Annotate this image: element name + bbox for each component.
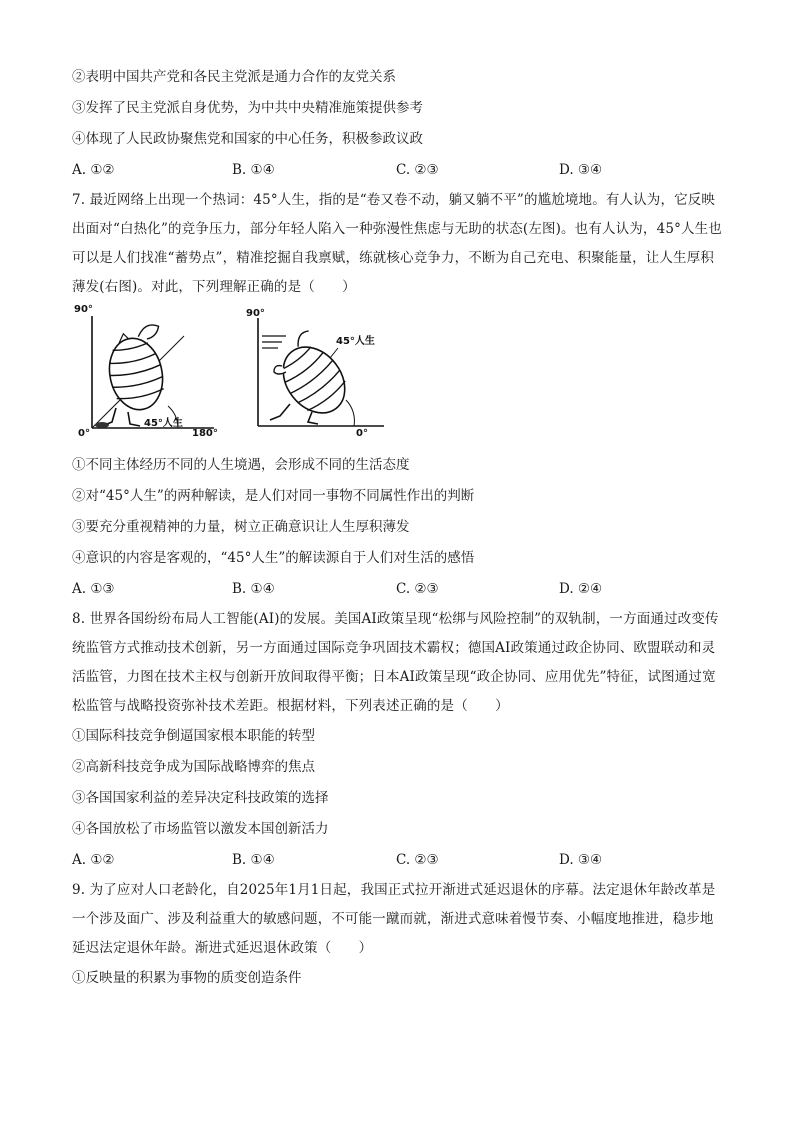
right-axis-origin-label: 0° [356, 428, 368, 439]
q6-option-d[interactable]: D. ③④ [559, 162, 603, 178]
q8-statement-4: ④各国放松了市场监管以激发本国创新活力 [72, 821, 329, 837]
q7-figures [72, 304, 722, 446]
q6-option-b[interactable]: B. ①④ [232, 162, 275, 178]
left-axis-origin-label: 0° [78, 428, 90, 439]
q7-options [72, 574, 722, 605]
left-axis-top-label: 90° [74, 304, 93, 315]
q8-statement-2: ②高新科技竞争成为国际战略博弈的焦点 [72, 759, 315, 775]
left-axis-right-label: 180° [192, 428, 218, 439]
right-figure-caption: 45°人生 [336, 336, 375, 347]
q7-option-b[interactable]: B. ①④ [232, 581, 275, 597]
q8-stem: 8. 世界各国纷纷布局人工智能(AI)的发展。美国AI政策呈现“松绑与风险控制”的双轨制，一方面通过改变传统监管方式推动技术创新，另一方面通过国际竞争巩固技术霸权；德国AI政策通过政企协同、欧盟联动和灵活监管，力图在技术主权与创新开放间取得平衡；日本AI政策呈现“政企协同、应用优先”特征，试图通过宽松监管与战略投资弥补技术差距。根据材料，下列表述正确的是（ ） [72, 611, 719, 714]
q6-statement-4: ④体现了人民政协聚焦党和国家的中心任务，积极参政议政 [72, 131, 423, 147]
exam-page [72, 62, 722, 994]
q6-statement-3: ③发挥了民主党派自身优势，为中共中央精准施策提供参考 [72, 100, 423, 116]
q7-option-a[interactable]: A. ①③ [72, 581, 115, 597]
q8-option-c[interactable]: C. ②③ [396, 852, 439, 868]
q6-options [72, 155, 722, 186]
q7-stem: 7. 最近网络上出现一个热词：45°人生，指的是“卷又卷不动，躺又躺不平”的尴尬境地。有人认为，它反映出面对“白热化”的竞争压力，部分年轻人陷入一种弥漫性焦虑与无助的状态(左图)。也有人认为，45°人生也可以是人们找准“蓄势点”，精准挖掘自我禀赋，练就核心竞争力，不断为自己充电、积聚能量，让人生厚积薄发(右图)。对此，下列理解正确的是（ ） [72, 192, 722, 295]
q8-option-a[interactable]: A. ①② [72, 852, 115, 868]
q8-options [72, 845, 722, 876]
q7-statement-2: ②对“45°人生”的两种解读，是人们对同一事物不同属性作出的判断 [72, 488, 475, 504]
q7-statement-1: ①不同主体经历不同的人生境遇，会形成不同的生活态度 [72, 457, 410, 473]
q8-statement-3: ③各国国家利益的差异决定科技政策的选择 [72, 790, 329, 806]
q7-statement-3: ③要充分重视精神的力量，树立正确意识让人生厚积薄发 [72, 519, 410, 535]
q9-statement-1: ①反映量的积累为事物的质变创造条件 [72, 970, 302, 986]
q7-option-c[interactable]: C. ②③ [396, 581, 439, 597]
q7-statement-4: ④意识的内容是客观的，“45°人生”的解读源自于人们对生活的感悟 [72, 550, 475, 566]
q9-stem: 9. 为了应对人口老龄化，自2025年1月1日起，我国正式拉开渐进式延迟退休的序幕。法定退休年龄改革是一个涉及面广、涉及利益重大的敏感问题，不可能一蹴而就，渐进式意味着慢节奏、小幅度地推进，稳步地延迟法定退休年龄。渐进式延迟退休政策（ ） [72, 882, 716, 956]
q8-option-b[interactable]: B. ①④ [232, 852, 275, 868]
right-axis-top-label: 90° [246, 308, 265, 319]
q7-left-figure [74, 304, 236, 446]
q7-right-figure [246, 304, 396, 446]
q6-statement-2: ②表明中国共产党和各民主党派是通力合作的友党关系 [72, 69, 396, 85]
q6-option-a[interactable]: A. ①② [72, 162, 115, 178]
q7-option-d[interactable]: D. ②④ [559, 581, 603, 597]
q8-option-d[interactable]: D. ③④ [559, 852, 603, 868]
q8-statement-1: ①国际科技竞争倒逼国家根本职能的转型 [72, 728, 315, 744]
left-figure-caption: 45°人生 [144, 418, 183, 429]
q6-option-c[interactable]: C. ②③ [396, 162, 439, 178]
right-cartoon-illustration [246, 304, 396, 446]
